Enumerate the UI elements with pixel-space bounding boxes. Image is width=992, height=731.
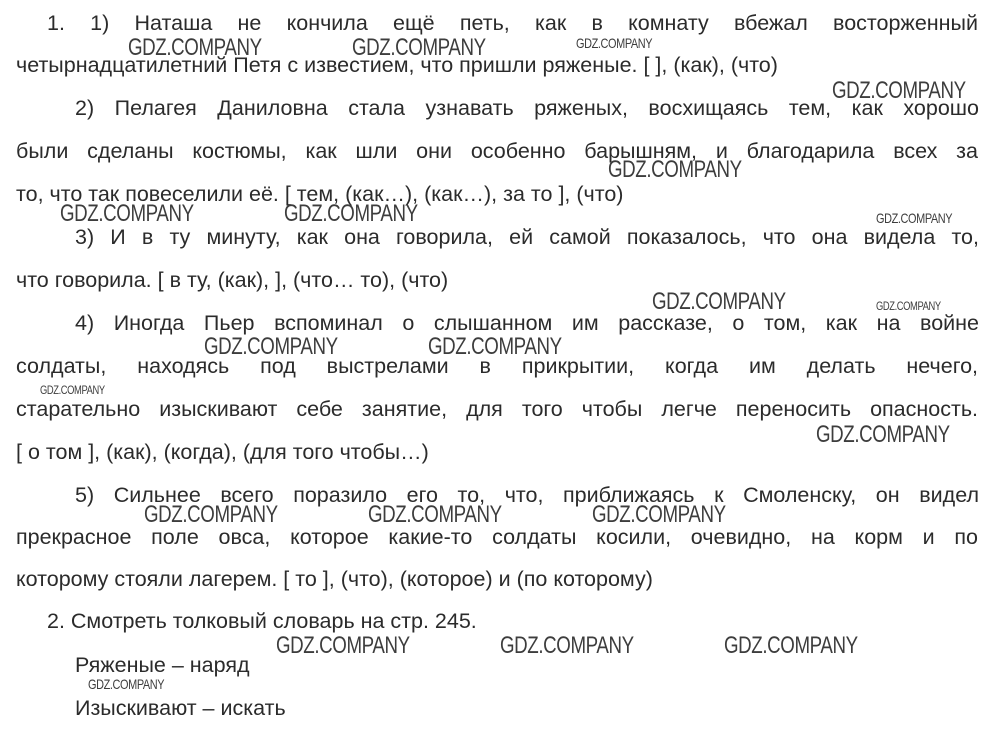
text-line: старательно изыскивают себе занятие, для того чтобы легче переносить опасность. (16, 397, 978, 421)
text-line: солдаты, находясь под выстрелами в прикрытии, когда им делать нечего, (16, 354, 978, 378)
text-line: прекрасное поле овса, которое какие-то солдаты косили, очевидно, на корм и по (16, 525, 978, 549)
watermark-text: GDZ.COMPANY (816, 421, 950, 448)
text-line: которому стояли лагерем. [ то ], (что), (которое) и (по которому) (16, 567, 653, 591)
watermark-text: GDZ.COMPANY (576, 35, 653, 51)
text-line: 3) И в ту минуту, как она говорила, ей самой показалось, что она видела то, (75, 225, 979, 249)
text-line: 2. Смотреть толковый словарь на стр. 245. (47, 609, 477, 633)
watermark-text: GDZ.COMPANY (144, 501, 278, 528)
text-line: [ о том ], (как), (когда), (для того чтобы…) (16, 440, 429, 464)
watermark-text: GDZ.COMPANY (60, 200, 194, 227)
text-line: что говорила. [ в ту, (как), ], (что… то), (что) (16, 268, 449, 292)
watermark-text: GDZ.COMPANY (276, 632, 410, 659)
watermark-text: GDZ.COMPANY (368, 501, 502, 528)
watermark-text: GDZ.COMPANY (876, 210, 953, 226)
watermark-text: GDZ.COMPANY (500, 632, 634, 659)
text-line: четырнадцатилетний Петя с известием, что пришли ряженые. [ ], (как), (что) (16, 53, 778, 77)
watermark-text: GDZ.COMPANY (88, 676, 165, 692)
watermark-text: GDZ.COMPANY (652, 288, 786, 315)
text-line: 5) Сильнее всего поразило его то, что, приближаясь к Смоленску, он видел (75, 483, 979, 507)
text-line: 4) Иногда Пьер вспоминал о слышанном им рассказе, о том, как на войне (75, 311, 979, 335)
watermark-text: GDZ.COMPANY (428, 333, 562, 360)
watermark-text: GDZ.COMPANY (832, 77, 966, 104)
text-line: Ряженые – наряд (75, 653, 250, 677)
text-line: 1. 1) Наташа не кончила ещё петь, как в комнату вбежал восторженный (47, 11, 978, 35)
watermark-text: GDZ.COMPANY (204, 333, 338, 360)
watermark-text: GDZ.COMPANY (352, 34, 486, 61)
text-line: были сделаны костюмы, как шли они особенно барышням, и благодарила всех за (16, 139, 978, 163)
text-line: 2) Пелагея Даниловна стала узнавать ряженых, восхищаясь тем, как хорошо (75, 96, 979, 120)
watermark-text: GDZ.COMPANY (592, 501, 726, 528)
watermark-text: GDZ.COMPANY (724, 632, 858, 659)
watermark-text: GDZ.COMPANY (128, 34, 262, 61)
watermark-text: GDZ.COMPANY (876, 299, 941, 313)
watermark-text: GDZ.COMPANY (284, 200, 418, 227)
watermark-text: GDZ.COMPANY (608, 156, 742, 183)
watermark-text: GDZ.COMPANY (40, 383, 105, 397)
text-line: Изыскивают – искать (75, 696, 286, 720)
text-line: то, что так повеселили её. [ тем, (как…), (как…), за то ], (что) (16, 182, 624, 206)
